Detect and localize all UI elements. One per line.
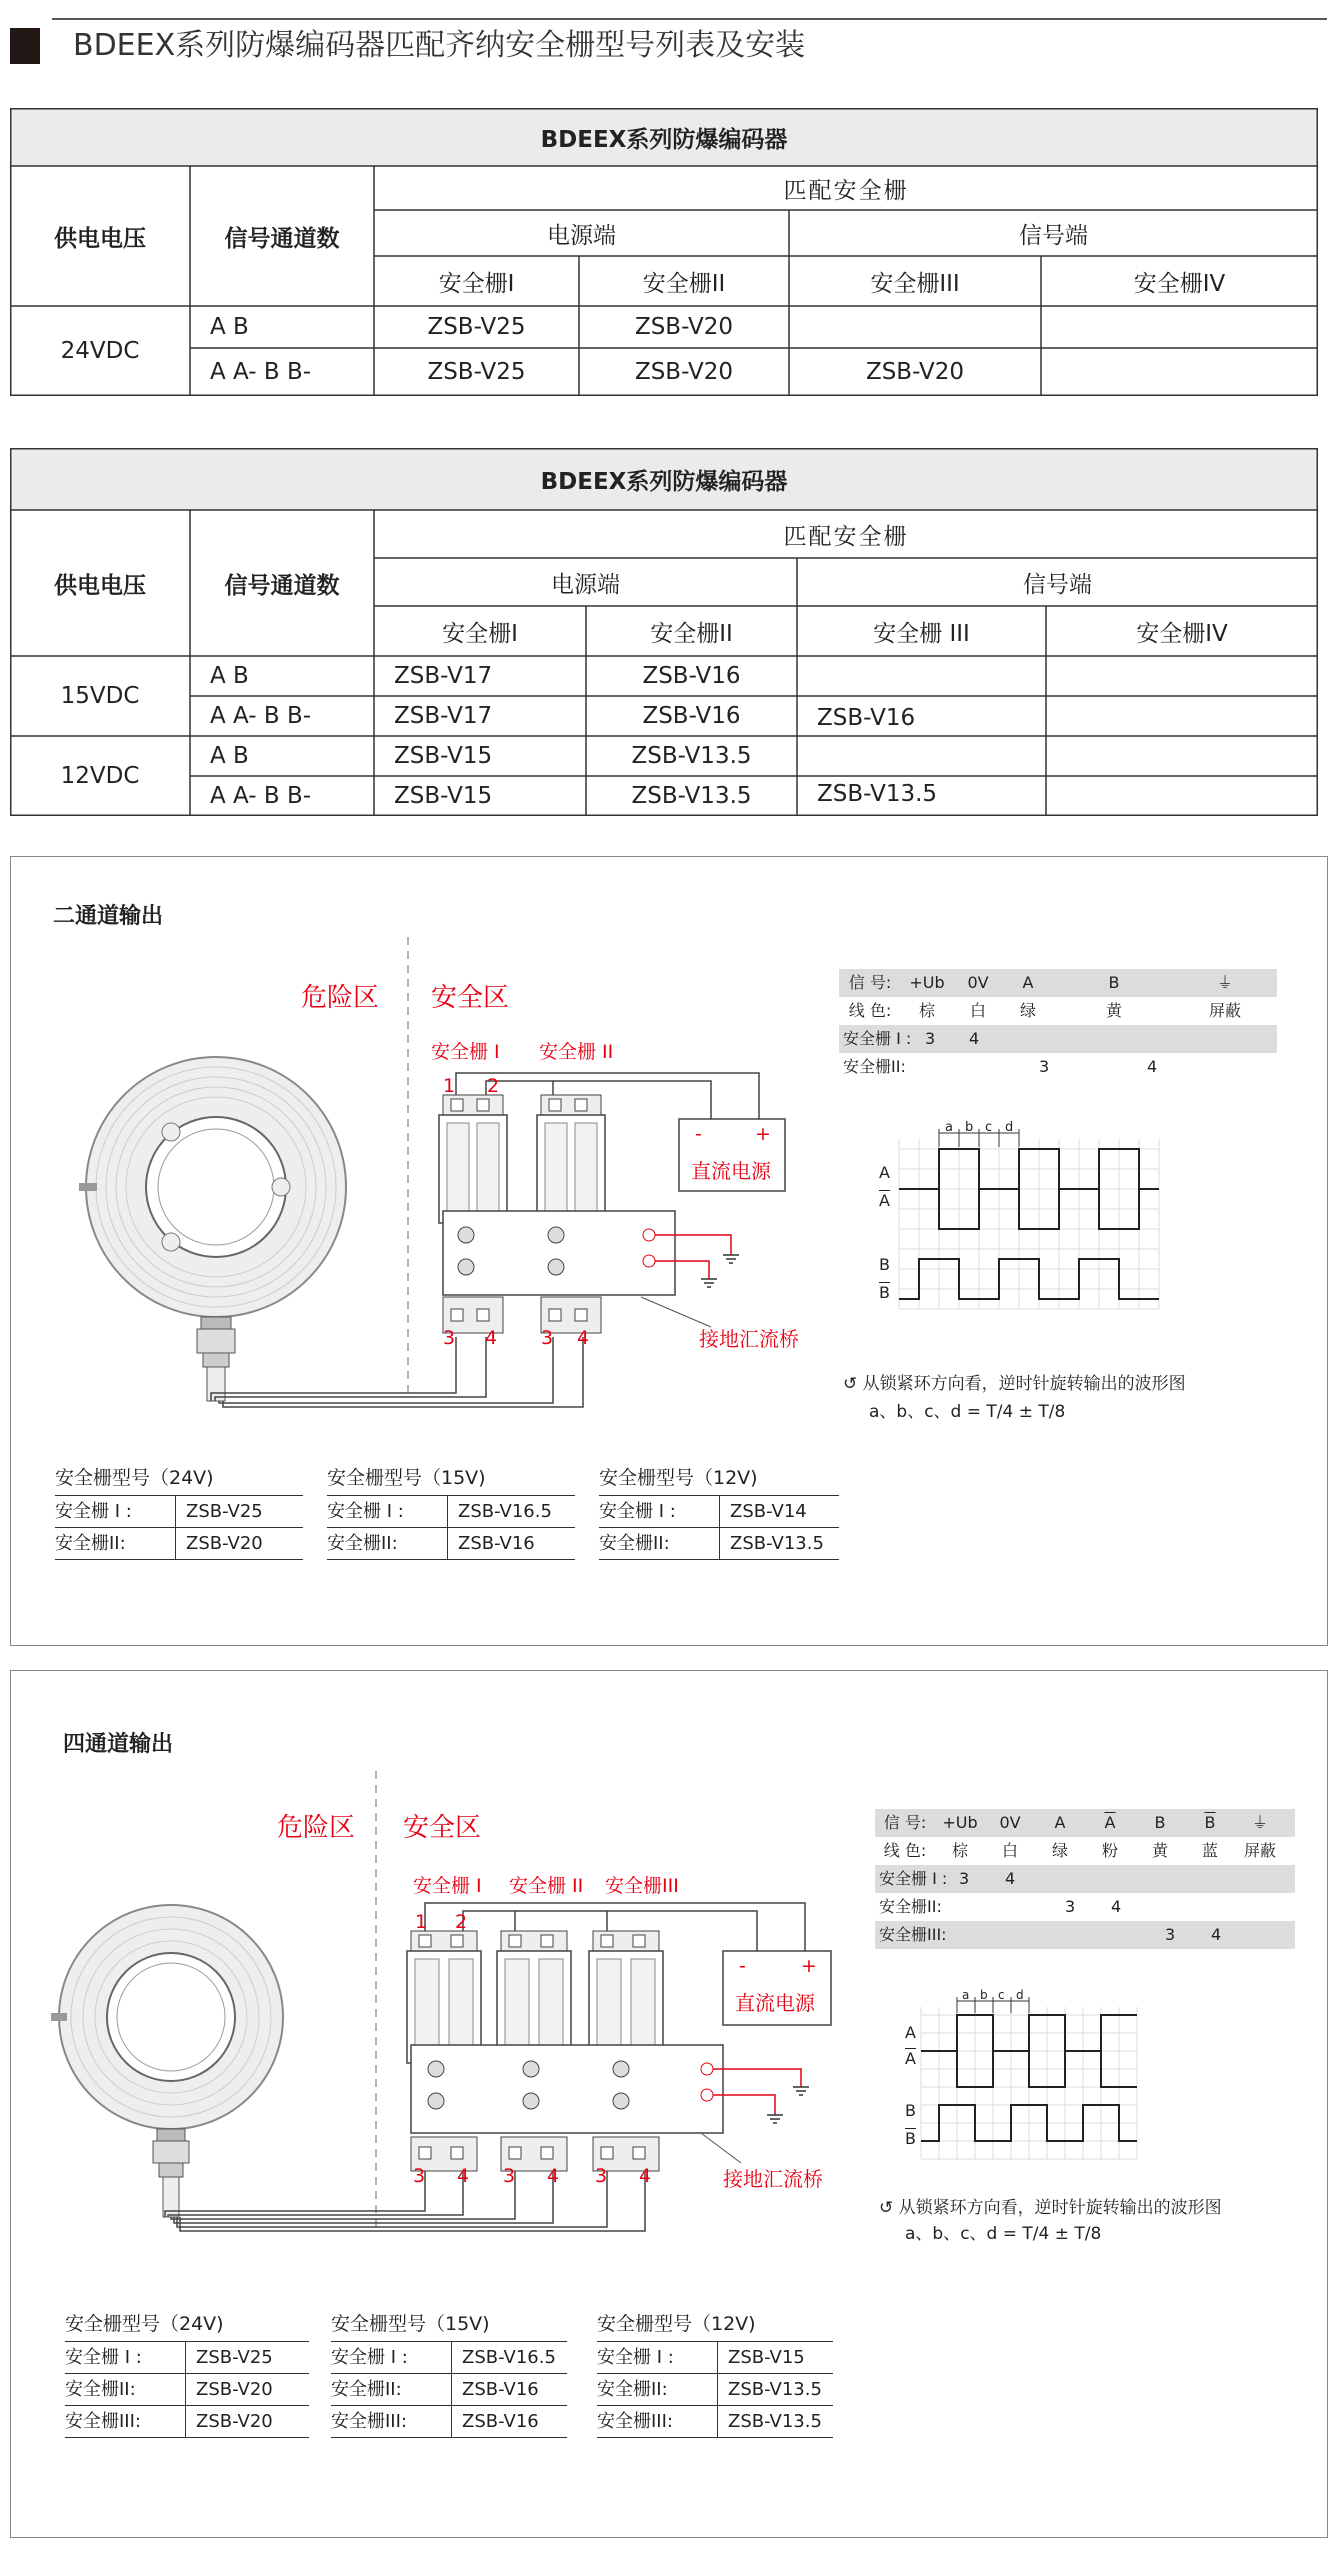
group-value: ZSB-V14 (730, 1501, 807, 1522)
terminal-3: 3 (443, 1327, 456, 1349)
group-row (65, 2373, 309, 2405)
busbar-label: 接地汇流桥 (723, 2167, 823, 2191)
wave-abar-label: $\overline{A}$ (905, 2049, 916, 2068)
color-cell: 黄 (1105, 1001, 1122, 1020)
color-row (875, 1837, 1295, 1865)
barrier-4-header: 安全栅IV (1133, 270, 1226, 297)
header-marker (10, 28, 40, 64)
channels-cell: A A- B B- (210, 783, 312, 809)
row-label: 安全栅II: (879, 1897, 942, 1916)
model-group-24v (55, 1461, 303, 1560)
dc-minus: - (695, 1123, 702, 1145)
barrier-2-label: 安全栅 II (509, 1875, 584, 1897)
voltage-15vdc: 15VDC (60, 683, 140, 709)
wave-label-a: a (962, 1989, 970, 2002)
color-cell: 棕 (951, 1841, 968, 1860)
group-value: ZSB-V20 (186, 1533, 263, 1554)
rotation-note (843, 1369, 1186, 1394)
model-group-12v (597, 2307, 833, 2438)
danger-zone-label: 危险区 (277, 1813, 356, 1843)
b3-cell (789, 306, 1041, 348)
danger-zone-label: 危险区 (301, 983, 380, 1013)
color-cell: 屏蔽 (1243, 1841, 1276, 1860)
voltage-12vdc: 12VDC (60, 763, 140, 789)
group-row (55, 1495, 303, 1527)
b2-cell: ZSB-V16 (642, 703, 741, 729)
group-key: 安全栅II: (327, 1528, 448, 1559)
barrier-3-header: 安全栅III (870, 270, 960, 297)
wave-label-b: b (965, 1120, 974, 1135)
busbar-label: 接地汇流桥 (699, 1327, 799, 1351)
barrier-2-row (839, 1053, 1277, 1081)
table-15v-12v (10, 448, 1318, 816)
dc-plus: + (755, 1123, 771, 1145)
panel-four-channel (10, 1670, 1328, 2538)
group-key: 安全栅 I : (331, 2342, 452, 2373)
group-value: ZSB-V16 (458, 1533, 535, 1554)
barrier-2-header: 安全栅II (642, 270, 726, 297)
color-header: 线 色: (848, 1001, 892, 1020)
signal-end-header: 信号端 (1023, 571, 1092, 598)
row-label: 安全栅III: (879, 1925, 947, 1944)
col-voltage: 供电电压 (54, 225, 146, 252)
encoder-drawing (79, 1057, 346, 1401)
signal-bbar: $\overline{B}$ (1204, 1813, 1216, 1832)
rotation-note-text: 从锁紧环方向看，逆时针旋转输出的波形图 (898, 2198, 1222, 2218)
barrier-3-label: 安全栅III (605, 1875, 679, 1897)
dc-plus: + (801, 1955, 817, 1977)
group-key: 安全栅II: (65, 2374, 186, 2405)
safe-zone-label: 安全区 (403, 1813, 482, 1843)
group-value: ZSB-V13.5 (730, 1533, 824, 1554)
wave-label-d: d (1016, 1989, 1024, 2002)
dc-power-label: 直流电源 (735, 1991, 815, 2015)
group-title: 安全栅型号（15V) (327, 1467, 486, 1489)
group-row (55, 1527, 303, 1560)
wave-a-label: A (879, 1163, 890, 1182)
group-row (599, 1495, 839, 1527)
signal-header: 信 号: (848, 973, 892, 992)
group-key: 安全栅 I : (65, 2342, 186, 2373)
waveform-chart (869, 1119, 1179, 1319)
barrier-1-label: 安全栅 I (413, 1875, 482, 1897)
group-value: ZSB-V15 (728, 2347, 805, 2368)
terminal-cell: 4 (969, 1029, 980, 1048)
color-cell: 屏蔽 (1208, 1001, 1241, 1020)
signal-header: 信 号: (883, 1813, 927, 1832)
color-cell: 蓝 (1201, 1841, 1218, 1860)
match-header: 匹配安全栅 (783, 523, 909, 550)
signal-ub: +Ub (909, 973, 945, 992)
barrier-4-header: 安全栅IV (1136, 620, 1228, 647)
wave-b-label: B (879, 1255, 890, 1274)
barrier-1-row (875, 1865, 1295, 1893)
wave-bbar-label: $\overline{B}$ (879, 1283, 890, 1302)
barrier-2-label: 安全栅 II (539, 1041, 614, 1063)
rotation-note-text: 从锁紧环方向看，逆时针旋转输出的波形图 (862, 1374, 1186, 1394)
color-cell: 黄 (1151, 1841, 1168, 1860)
group-row (331, 2373, 567, 2405)
color-cell: 粉 (1101, 1841, 1118, 1860)
group-key: 安全栅II: (55, 1528, 176, 1559)
header-rule (52, 18, 1327, 20)
b2-cell: ZSB-V13.5 (631, 743, 752, 769)
terminal-1: 1 (415, 1911, 428, 1933)
terminal-4: 4 (547, 2165, 560, 2187)
terminal-cell: 3 (925, 1029, 936, 1048)
signal-b: B (1154, 1813, 1166, 1832)
col-voltage: 供电电压 (54, 572, 146, 599)
color-cell: 白 (1001, 1841, 1018, 1860)
wave-b (899, 1259, 1159, 1299)
color-cell: 棕 (918, 1001, 935, 1020)
group-title: 安全栅型号（24V) (65, 2313, 224, 2335)
signal-a: A (1022, 973, 1034, 992)
b3-cell: ZSB-V13.5 (817, 781, 938, 807)
barrier-1-header: 安全栅I (442, 620, 518, 647)
terminal-3: 3 (595, 2165, 608, 2187)
barrier-1-row (839, 1025, 1277, 1053)
terminal-4: 4 (485, 1327, 498, 1349)
signal-ub: +Ub (942, 1813, 978, 1832)
signal-row (839, 969, 1277, 997)
barrier-2-header: 安全栅II (650, 620, 733, 647)
rotate-ccw-icon: ↺ (879, 2198, 894, 2218)
group-row (599, 1527, 839, 1560)
wire-color-table (839, 969, 1277, 1081)
power-end-header: 电源端 (547, 222, 616, 249)
table-24v (10, 108, 1318, 396)
group-row (597, 2405, 833, 2438)
group-key: 安全栅III: (597, 2406, 718, 2437)
color-header: 线 色: (883, 1841, 927, 1860)
color-cell: 白 (969, 1001, 986, 1020)
dc-power-label: 直流电源 (691, 1159, 771, 1183)
group-row (65, 2405, 309, 2438)
encoder-drawing (51, 1905, 283, 2217)
waveform-chart (901, 1989, 1161, 2169)
group-row (597, 2341, 833, 2373)
wave-label-c: c (998, 1989, 1005, 2002)
model-group-24v (65, 2307, 309, 2438)
signal-b: B (1108, 973, 1120, 992)
rotate-ccw-icon: ↺ (843, 1374, 858, 1394)
wave-label-b: b (980, 1989, 988, 2002)
wave-label-c: c (985, 1120, 993, 1135)
b2-cell: ZSB-V20 (634, 314, 734, 340)
channels-cell: A B (210, 663, 249, 689)
model-group-12v (599, 1461, 839, 1560)
group-key: 安全栅III: (65, 2406, 186, 2437)
color-cell: 绿 (1051, 1841, 1068, 1860)
page-title: BDEEX系列防爆编码器匹配齐纳安全栅型号列表及安装 (73, 28, 806, 63)
group-row (327, 1527, 575, 1560)
wave-abar-label: $\overline{A}$ (879, 1191, 890, 1210)
signal-end-header: 信号端 (1019, 222, 1088, 249)
barrier-3-header: 安全栅 III (873, 620, 970, 647)
terminal-3: 3 (541, 1327, 554, 1349)
group-row (65, 2341, 309, 2373)
channels-cell: A A- B B- (210, 359, 312, 385)
group-value: ZSB-V13.5 (728, 2411, 822, 2432)
signal-a: A (1054, 1813, 1066, 1832)
barrier-1-label: 安全栅 I (431, 1041, 500, 1063)
wave-label-d: d (1005, 1120, 1014, 1135)
b1-cell: ZSB-V15 (394, 743, 493, 769)
panel-title: 二通道输出 (53, 904, 164, 929)
model-group-15v (331, 2307, 567, 2438)
match-header: 匹配安全栅 (783, 177, 909, 204)
channels-cell: A A- B B- (210, 703, 312, 729)
b2-cell: ZSB-V13.5 (631, 783, 752, 809)
row-label: 安全栅II: (843, 1057, 906, 1076)
group-key: 安全栅III: (331, 2406, 452, 2437)
group-value: ZSB-V20 (196, 2411, 273, 2432)
group-row (331, 2405, 567, 2438)
table-title: BDEEX系列防爆编码器 (540, 468, 788, 495)
terminal-cell: 4 (1147, 1057, 1158, 1076)
wave-label-a: a (945, 1120, 953, 1135)
terminal-2: 2 (455, 1911, 468, 1933)
phase-note: a、b、c、d = T/4 ± T/8 (869, 1402, 1066, 1422)
power-end-header: 电源端 (551, 571, 620, 598)
b3-cell: ZSB-V20 (865, 359, 965, 385)
group-key: 安全栅II: (331, 2374, 452, 2405)
group-row (327, 1495, 575, 1527)
dc-minus: - (739, 1955, 746, 1977)
rotation-note (879, 2193, 1222, 2218)
group-title: 安全栅型号（15V) (331, 2313, 490, 2335)
group-key: 安全栅 I : (597, 2342, 718, 2373)
wave-bbar-label: $\overline{B}$ (905, 2129, 916, 2148)
group-title: 安全栅型号（12V) (599, 1467, 758, 1489)
b2-cell: ZSB-V20 (634, 359, 734, 385)
barrier-3-row (875, 1921, 1295, 1949)
color-cell: 绿 (1019, 1001, 1036, 1020)
b1-cell: ZSB-V15 (394, 783, 493, 809)
channels-cell: A B (210, 314, 249, 340)
terminal-3: 3 (413, 2165, 426, 2187)
terminal-cell: 4 (1005, 1869, 1016, 1888)
group-title: 安全栅型号（12V) (597, 2313, 756, 2335)
signal-0v: 0V (967, 973, 989, 992)
terminal-3: 3 (503, 2165, 516, 2187)
terminal-cell: 4 (1111, 1897, 1122, 1916)
model-group-15v (327, 1461, 575, 1560)
b1-cell: ZSB-V25 (427, 359, 526, 385)
group-key: 安全栅II: (599, 1528, 720, 1559)
terminal-cell: 3 (959, 1869, 970, 1888)
row-label: 安全栅 I : (843, 1029, 912, 1048)
wave-b-label: B (905, 2101, 916, 2120)
wire-color-table (875, 1809, 1295, 1949)
color-row (839, 997, 1277, 1025)
channels-cell: A B (210, 743, 249, 769)
group-row (597, 2373, 833, 2405)
group-key: 安全栅II: (597, 2374, 718, 2405)
ground-icon: ⏚ (1216, 973, 1233, 992)
group-row (331, 2341, 567, 2373)
group-title: 安全栅型号（24V) (55, 1467, 214, 1489)
phase-note: a、b、c、d = T/4 ± T/8 (905, 2224, 1102, 2244)
terminal-4: 4 (639, 2165, 652, 2187)
terminal-4: 4 (577, 1327, 590, 1349)
barrier-2-row (875, 1893, 1295, 1921)
group-value: ZSB-V25 (196, 2347, 273, 2368)
safe-zone-label: 安全区 (431, 983, 510, 1013)
group-value: ZSB-V16.5 (458, 1501, 552, 1522)
panel-title: 四通道输出 (63, 1732, 174, 1757)
group-value: ZSB-V16 (462, 2411, 539, 2432)
group-value: ZSB-V16.5 (462, 2347, 556, 2368)
b3-cell: ZSB-V16 (817, 705, 916, 731)
panel-two-channel (10, 856, 1328, 1646)
signal-abar: $\overline{A}$ (1104, 1813, 1116, 1832)
voltage-24vdc: 24VDC (60, 338, 140, 364)
group-value: ZSB-V13.5 (728, 2379, 822, 2400)
col-channels: 信号通道数 (224, 572, 340, 599)
wave-a-label: A (905, 2023, 916, 2042)
group-key: 安全栅 I : (55, 1496, 176, 1527)
group-key: 安全栅 I : (599, 1496, 720, 1527)
group-value: ZSB-V16 (462, 2379, 539, 2400)
row-label: 安全栅 I : (879, 1869, 948, 1888)
terminal-4: 4 (457, 2165, 470, 2187)
group-key: 安全栅 I : (327, 1496, 448, 1527)
table-title: BDEEX系列防爆编码器 (540, 126, 788, 153)
barrier-1-header: 安全栅I (438, 270, 515, 297)
terminal-1: 1 (443, 1075, 456, 1097)
terminal-cell: 3 (1065, 1897, 1076, 1916)
signal-row (875, 1809, 1295, 1837)
terminal-cell: 4 (1211, 1925, 1222, 1944)
group-value: ZSB-V20 (196, 2379, 273, 2400)
b1-cell: ZSB-V17 (394, 663, 493, 689)
group-value: ZSB-V25 (186, 1501, 263, 1522)
terminal-2: 2 (487, 1075, 500, 1097)
b2-cell: ZSB-V16 (642, 663, 741, 689)
signal-0v: 0V (999, 1813, 1021, 1832)
col-channels: 信号通道数 (224, 225, 340, 252)
b1-cell: ZSB-V25 (427, 314, 526, 340)
terminal-cell: 3 (1165, 1925, 1176, 1944)
b1-cell: ZSB-V17 (394, 703, 493, 729)
ground-icon: ⏚ (1251, 1813, 1268, 1832)
terminal-cell: 3 (1039, 1057, 1050, 1076)
